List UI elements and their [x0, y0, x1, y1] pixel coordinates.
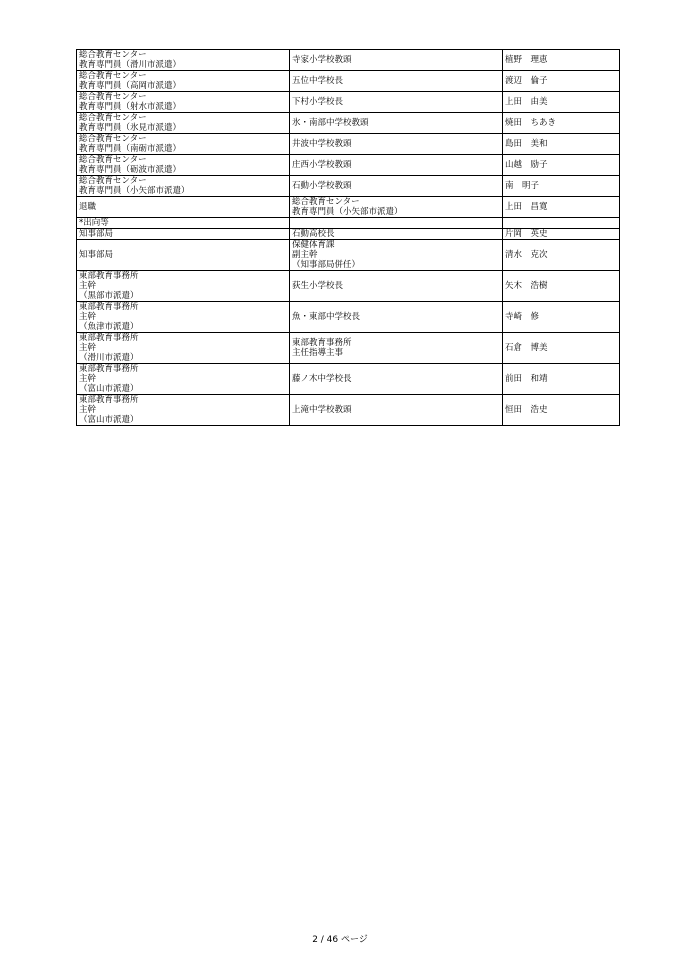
previous-post-cell: 東部教育事務所 主幹 （黒部市派遣） — [77, 271, 290, 302]
previous-post-cell: 東部教育事務所 主幹 （滑川市派遣） — [77, 333, 290, 364]
new-post-cell: 藤ノ木中学校長 — [290, 364, 503, 395]
new-post-cell: 寺家小学校教頭 — [290, 50, 503, 71]
previous-post-cell: 退職 — [77, 197, 290, 218]
table-row — [77, 229, 620, 240]
previous-post-cell: 東部教育事務所 主幹 （魚津市派遣） — [77, 302, 290, 333]
new-post-cell: 井波中学校教頭 — [290, 134, 503, 155]
new-post-cell: 庄西小学校教頭 — [290, 155, 503, 176]
new-post-cell: 下村小学校長 — [290, 92, 503, 113]
new-post-cell: 氷・南部中学校教頭 — [290, 113, 503, 134]
person-name-cell: 前田 和靖 — [503, 364, 620, 395]
new-post-cell: 総合教育センター 教育専門員（小矢部市派遣） — [290, 197, 503, 218]
new-post-cell: 石動小学校教頭 — [290, 176, 503, 197]
table-row — [77, 155, 620, 176]
new-post-cell: 上滝中学校教頭 — [290, 395, 503, 426]
table-row — [77, 302, 620, 333]
person-name-cell: 山越 励子 — [503, 155, 620, 176]
personnel-table — [76, 49, 620, 426]
person-name-cell: 寺崎 修 — [503, 302, 620, 333]
person-name-cell: 片岡 英史 — [503, 229, 620, 240]
new-post-cell: 保健体育課 副主幹 （知事部局併任） — [290, 240, 503, 271]
table-row — [77, 50, 620, 71]
previous-post-cell: 総合教育センター 教育専門員（砺波市派遣） — [77, 155, 290, 176]
new-post-cell: 石動高校長 — [290, 229, 503, 240]
person-name-cell: 清水 克次 — [503, 240, 620, 271]
table-row — [77, 271, 620, 302]
table-row — [77, 197, 620, 218]
previous-post-cell: 総合教育センター 教育専門員（滑川市派遣） — [77, 50, 290, 71]
person-name-cell: 島田 美和 — [503, 134, 620, 155]
previous-post-cell: *出向等 — [77, 218, 290, 229]
table-row — [77, 71, 620, 92]
previous-post-cell: 知事部局 — [77, 229, 290, 240]
previous-post-cell: 総合教育センター 教育専門員（高岡市派遣） — [77, 71, 290, 92]
person-name-cell: 上田 昌寛 — [503, 197, 620, 218]
table-row — [77, 364, 620, 395]
table-row — [77, 134, 620, 155]
table-row — [77, 333, 620, 364]
person-name-cell: 上田 由美 — [503, 92, 620, 113]
new-post-cell: 東部教育事務所 主任指導主事 — [290, 333, 503, 364]
person-name-cell: 渡辺 倫子 — [503, 71, 620, 92]
table-row — [77, 395, 620, 426]
table-row — [77, 176, 620, 197]
new-post-cell — [290, 218, 503, 229]
table-row — [77, 240, 620, 271]
personnel-table-body — [77, 50, 620, 426]
new-post-cell: 五位中学校長 — [290, 71, 503, 92]
previous-post-cell: 総合教育センター 教育専門員（射水市派遣） — [77, 92, 290, 113]
page-number: 2 / 46 ページ — [312, 935, 368, 945]
person-name-cell: 恒田 浩史 — [503, 395, 620, 426]
previous-post-cell: 東部教育事務所 主幹 （富山市派遣） — [77, 364, 290, 395]
previous-post-cell: 総合教育センター 教育専門員（小矢部市派遣） — [77, 176, 290, 197]
person-name-cell: 石倉 博美 — [503, 333, 620, 364]
table-row — [77, 92, 620, 113]
previous-post-cell: 東部教育事務所 主幹 （富山市派遣） — [77, 395, 290, 426]
person-name-cell: 南 明子 — [503, 176, 620, 197]
new-post-cell: 魚・東部中学校長 — [290, 302, 503, 333]
table-row — [77, 113, 620, 134]
new-post-cell: 荻生小学校長 — [290, 271, 503, 302]
person-name-cell: 植野 理恵 — [503, 50, 620, 71]
previous-post-cell: 総合教育センター 教育専門員（南砺市派遣） — [77, 134, 290, 155]
person-name-cell: 矢木 浩樹 — [503, 271, 620, 302]
previous-post-cell: 知事部局 — [77, 240, 290, 271]
table-row — [77, 218, 620, 229]
previous-post-cell: 総合教育センター 教育専門員（氷見市派遣） — [77, 113, 290, 134]
person-name-cell: 焼田 ちあき — [503, 113, 620, 134]
person-name-cell — [503, 218, 620, 229]
